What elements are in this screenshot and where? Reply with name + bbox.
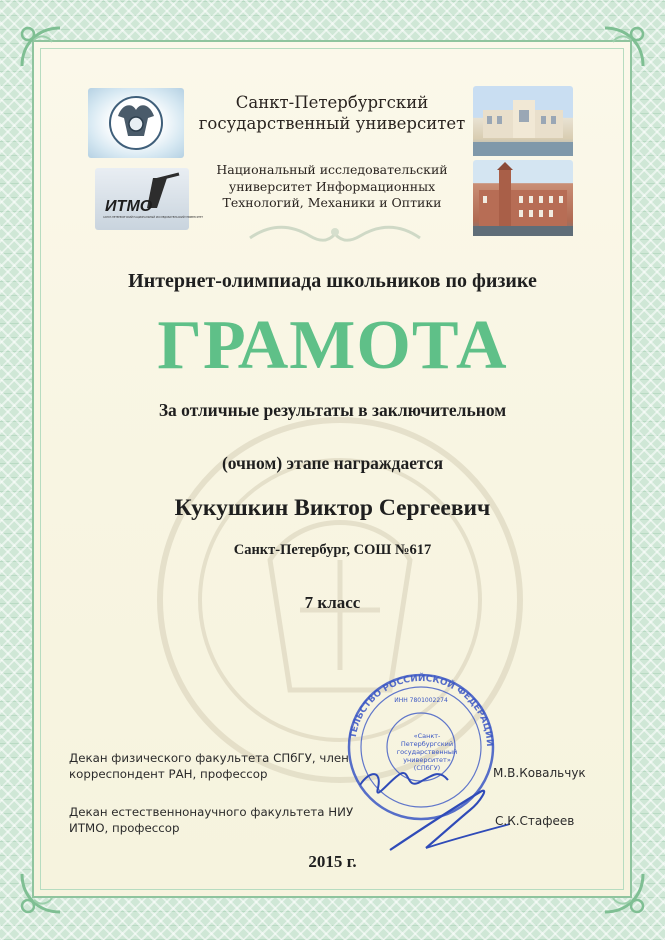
recipient-name: Кукушкин Виктор Сергеевич [174,495,491,521]
university-building-photo [473,86,573,156]
ornament-divider-icon [240,222,430,248]
corner-ornament-icon [601,24,647,70]
dean1-name: М.В.Ковальчук [493,766,586,780]
spbu-emblem-image [88,88,184,158]
corner-ornament-icon [18,24,64,70]
recipient-grade: 7 класс [304,593,361,612]
itmo-logo-subtext: САНКТ-ПЕТЕРБУРГСКИЙ НАЦИОНАЛЬНЫЙ ИССЛЕДОВАТЕЛЬСКИЙ УНИВЕРСИТЕТ [103,216,203,219]
university-building-photo [473,160,573,236]
certificate-heading: ГРАМОТА [157,307,508,384]
stamp-ring-text: ТЕЛЬСТВО РОССИЙСКОЙ ФЕДЕРАЦИИ [348,673,495,747]
itmo-name: Национальный исследовательский университет Информационных Технологий, Механики и Оптики [216,162,448,210]
dean2-name: С.К.Стафеев [495,814,575,828]
corner-ornament-icon [18,870,64,916]
award-text-line1: За отличные результаты в заключительном [158,400,507,420]
recipient-school: Санкт-Петербург, СОШ №617 [233,542,432,558]
award-text-line2: (очном) этапе награждается [221,453,444,473]
spbu-name: Санкт-Петербургский государственный университет [198,93,466,133]
dean2-title: Декан естественнонаучного факультета НИУ ИТМО, профессор [69,805,354,835]
certificate-year: 2015 г. [308,852,357,871]
stamp-center-text: «Санкт-Петербургский государственный университет» (СПбГУ) [396,732,458,772]
dean1-title: Декан физического факультета СПбГУ, член корреспондент РАН, профессор [69,751,349,781]
itmo-logo-text: ИТМО [105,198,153,215]
stamp-inn: ИНН 7801002274 [394,697,448,704]
corner-ornament-icon [601,870,647,916]
olympiad-title: Интернет-олимпиада школьников по физике [128,270,537,292]
itmo-logo-image [95,168,203,230]
